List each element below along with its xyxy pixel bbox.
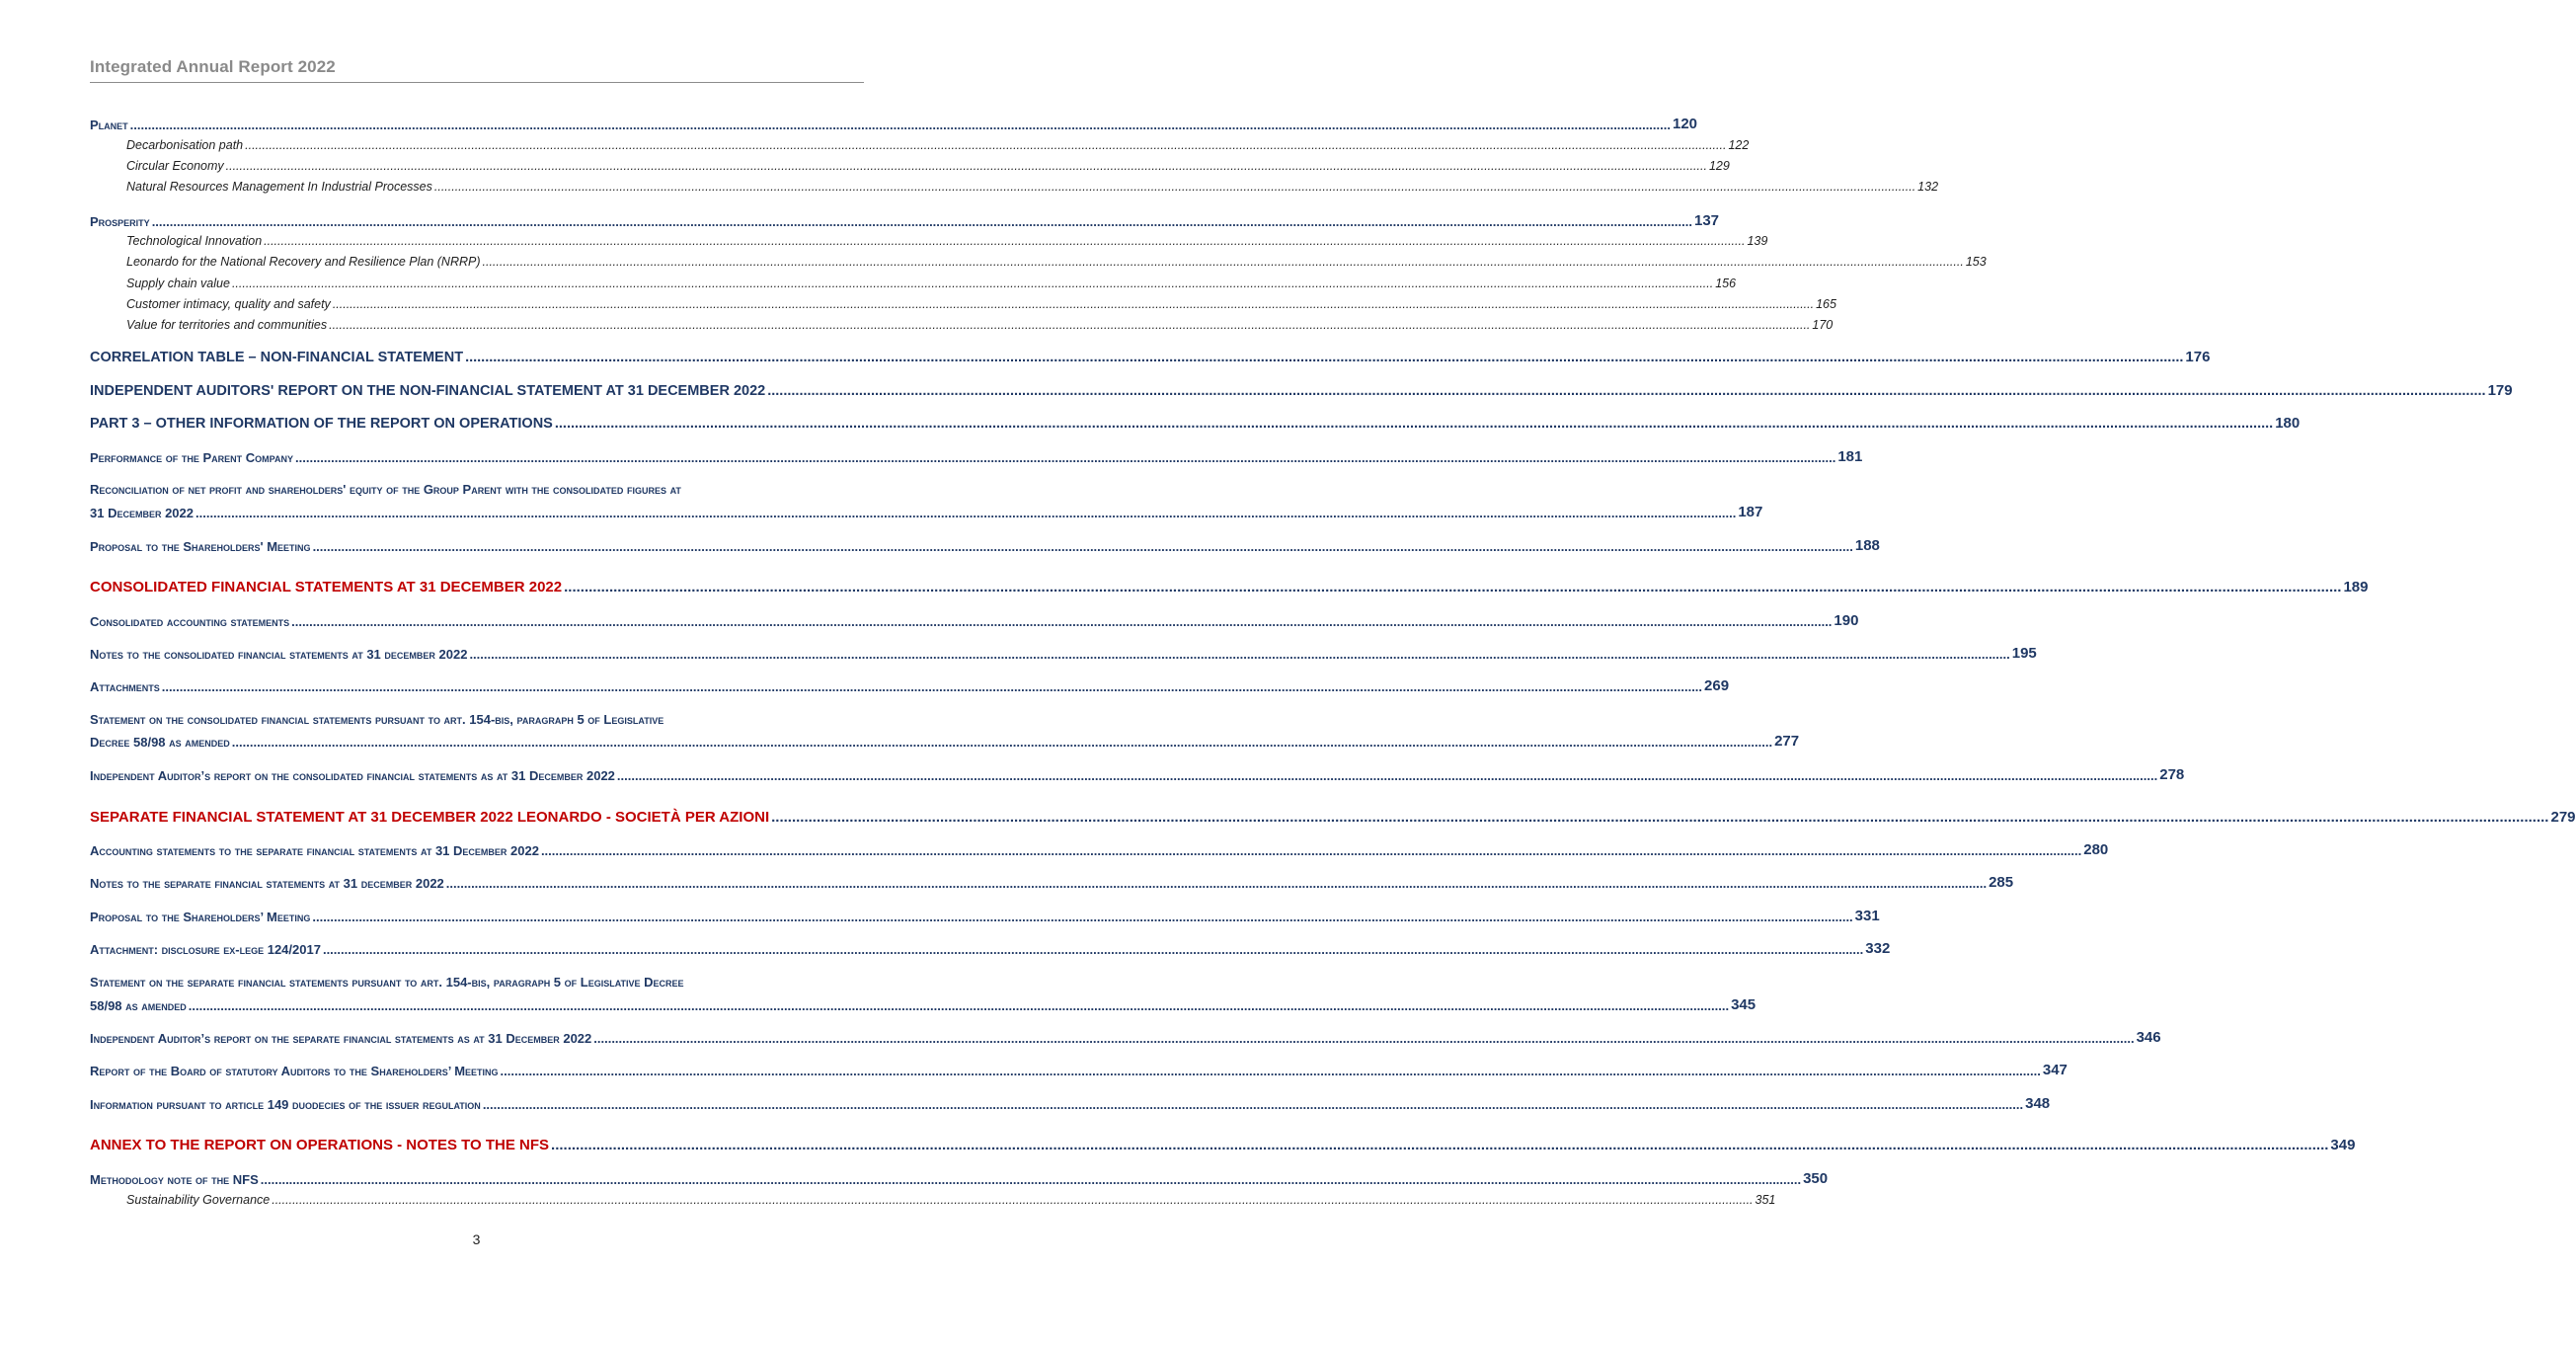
toc-page: 269 xyxy=(1704,677,1730,694)
dot-leader xyxy=(555,416,2273,432)
dot-leader xyxy=(232,735,1772,750)
dot-leader xyxy=(593,1031,2134,1046)
toc-title: Notes to the separate financial statements at 31 december 2022 xyxy=(90,876,444,891)
toc-entry-cons-accounting[interactable] xyxy=(90,612,1859,629)
toc-page: 279 xyxy=(2550,809,2576,826)
toc-title: 58/98 as amended xyxy=(90,998,187,1013)
toc-page: 195 xyxy=(2011,645,2037,662)
toc-page: 129 xyxy=(1708,159,1730,173)
dot-leader xyxy=(245,138,1726,152)
toc-page: 176 xyxy=(2185,349,2211,365)
toc-title: Attachments xyxy=(90,679,160,694)
toc-entry-methodology[interactable] xyxy=(90,1170,1829,1187)
toc-entry-customer-intimacy[interactable] xyxy=(90,297,1836,311)
report-title: Integrated Annual Report 2022 xyxy=(90,57,336,76)
toc-page: 350 xyxy=(1803,1170,1829,1187)
toc-title: CORRELATION TABLE – NON-FINANCIAL STATEMENT xyxy=(90,350,464,365)
toc-page: 188 xyxy=(1854,537,1880,554)
toc-page: 170 xyxy=(1812,318,1834,332)
dot-leader xyxy=(483,255,1964,269)
toc-title: Planet xyxy=(90,118,128,132)
toc-page: 165 xyxy=(1816,297,1836,311)
toc-page: 285 xyxy=(1989,874,2014,891)
toc-entry-sep-notes[interactable] xyxy=(90,874,2014,891)
dot-leader xyxy=(541,843,2081,858)
dot-leader xyxy=(291,614,1832,629)
toc-entry-reconciliation[interactable] xyxy=(90,504,1763,520)
toc-entry-decarbonisation[interactable] xyxy=(90,138,1750,152)
dot-leader xyxy=(195,506,1736,520)
dot-leader xyxy=(162,679,1702,694)
page-header xyxy=(90,57,864,83)
toc-entry-proposal-shareholders[interactable] xyxy=(90,537,1880,554)
dot-leader xyxy=(483,1097,2023,1112)
toc-page: 280 xyxy=(2083,841,2109,858)
toc-entry-parent-performance[interactable] xyxy=(90,448,1863,465)
dot-leader xyxy=(295,450,1835,465)
toc-entry-sustainability-governance[interactable] xyxy=(90,1193,1776,1207)
toc-entry-annex[interactable] xyxy=(90,1137,2356,1153)
toc-entry-sep-auditor[interactable] xyxy=(90,1029,2161,1046)
toc-title: Circular Economy xyxy=(126,159,224,173)
toc-entry-disclosure[interactable] xyxy=(90,940,1891,957)
toc-title: ANNEX TO THE REPORT ON OPERATIONS - NOTES TO THE NFS xyxy=(90,1137,550,1153)
toc-entry-cons-notes[interactable] xyxy=(90,645,2037,662)
dot-leader xyxy=(465,350,2183,365)
dot-leader xyxy=(469,647,2009,662)
dot-leader xyxy=(767,383,2485,399)
toc-title: Decree 58/98 as amended xyxy=(90,735,230,750)
toc-title: Independent Auditor’s report on the consolidated financial statements as at 31 December 2022 xyxy=(90,768,615,783)
toc-entry-info-149[interactable] xyxy=(90,1095,2051,1112)
toc-title: 31 December 2022 xyxy=(90,506,194,520)
toc-title: CONSOLIDATED FINANCIAL STATEMENTS AT 31 DECEMBER 2022 xyxy=(90,579,563,595)
dot-leader xyxy=(617,768,2157,783)
toc-page: 139 xyxy=(1747,234,1768,248)
toc-page: 277 xyxy=(1774,733,1800,750)
dot-leader xyxy=(771,809,2548,826)
toc-page: 348 xyxy=(2025,1095,2051,1112)
dot-leader xyxy=(434,180,1915,194)
toc-page: 345 xyxy=(1731,996,1756,1013)
toc-title: Consolidated accounting statements xyxy=(90,614,290,629)
dot-leader xyxy=(152,214,1692,229)
toc-title: SEPARATE FINANCIAL STATEMENT AT 31 DECEMBER 2022 LEONARDO - SOCIETÀ PER AZIONI xyxy=(90,809,770,826)
toc-page: 351 xyxy=(1755,1193,1776,1207)
toc-entry-separate-fs[interactable] xyxy=(90,809,2576,826)
dot-leader xyxy=(329,318,1810,332)
toc-entry-natural-resources[interactable] xyxy=(90,180,1939,194)
dot-leader xyxy=(446,876,1987,891)
toc-title: Attachment: disclosure ex-lege 124/2017 xyxy=(90,942,321,957)
toc-entry-auditors-report-nfs[interactable] xyxy=(90,382,2513,399)
dot-leader xyxy=(312,910,1852,924)
toc-title: Information pursuant to article 149 duodecies of the issuer regulation xyxy=(90,1097,481,1112)
toc-entry-cons-statement[interactable] xyxy=(90,733,1800,750)
toc-title: Technological Innovation xyxy=(126,234,263,248)
page-number: 3 xyxy=(472,1231,481,1247)
toc-title: PART 3 – OTHER INFORMATION OF THE REPORT ON OPERATIONS xyxy=(90,416,553,432)
dot-leader xyxy=(323,942,1863,957)
toc-entry-attachments[interactable] xyxy=(90,677,1730,694)
toc-title: Decarbonisation path xyxy=(126,138,244,152)
toc-title: Report of the Board of statutory Auditors to the Shareholders’ Meeting xyxy=(90,1064,499,1078)
toc-title: Independent Auditor’s report on the separate financial statements as at 31 December 2022 xyxy=(90,1031,592,1046)
toc-title: Performance of the Parent Company xyxy=(90,450,294,465)
toc-page: 153 xyxy=(1965,255,1987,269)
toc-entry-reconciliation-line1[interactable]: Reconciliation of net profit and shareholders' equity of the Group Parent with the consolidated figures at xyxy=(90,482,681,497)
toc-page: 346 xyxy=(2136,1029,2161,1046)
toc-page: 132 xyxy=(1917,180,1939,194)
toc-entry-proposal-shareholders-2[interactable] xyxy=(90,908,1880,924)
toc-entry-territories[interactable] xyxy=(90,318,1834,332)
toc-title: Prosperity xyxy=(90,214,150,229)
dot-leader xyxy=(261,1172,1801,1187)
dot-leader xyxy=(272,1193,1753,1207)
toc-title: Notes to the consolidated financial statements at 31 december 2022 xyxy=(90,647,468,662)
dot-leader xyxy=(226,159,1707,173)
toc-entry-sep-statement[interactable] xyxy=(90,996,1756,1013)
toc-title: Methodology note of the NFS xyxy=(90,1172,259,1187)
toc-entry-tech-innovation[interactable] xyxy=(90,234,1768,248)
toc-title: Customer intimacy, quality and safety xyxy=(126,297,331,311)
toc-entry-nrrp[interactable] xyxy=(90,255,1987,269)
toc-entry-sep-statement-line1[interactable]: Statement on the separate financial statements pursuant to art. 154-bis, paragraph 5 of Legislative Decree xyxy=(90,975,684,990)
toc-page: 179 xyxy=(2487,382,2513,399)
toc-entry-part3[interactable] xyxy=(90,415,2301,432)
toc-page: 189 xyxy=(2343,579,2369,595)
toc-page: 332 xyxy=(1865,940,1891,957)
toc-entry-prosperity[interactable] xyxy=(90,212,1720,229)
toc-page: 187 xyxy=(1738,504,1763,520)
toc-page: 122 xyxy=(1728,138,1750,152)
toc-entry-sep-accounting[interactable] xyxy=(90,841,2109,858)
toc-entry-board-report[interactable] xyxy=(90,1062,2068,1078)
dot-leader xyxy=(130,118,1671,132)
toc-entry-planet[interactable] xyxy=(90,116,1698,132)
toc-title: Value for territories and communities xyxy=(126,318,328,332)
toc-page: 137 xyxy=(1694,212,1720,229)
dot-leader xyxy=(501,1064,2041,1078)
toc-entry-supply-chain[interactable] xyxy=(90,277,1737,290)
dot-leader xyxy=(189,998,1729,1013)
toc-title: Leonardo for the National Recovery and Resilience Plan (NRRP) xyxy=(126,255,481,269)
toc-entry-cons-auditor[interactable] xyxy=(90,766,2185,783)
toc-title: Accounting statements to the separate financial statements at 31 December 2022 xyxy=(90,843,539,858)
toc-page: 278 xyxy=(2159,766,2185,783)
toc-page: 190 xyxy=(1834,612,1859,629)
dot-leader xyxy=(333,297,1814,311)
toc-title: INDEPENDENT AUDITORS' REPORT ON THE NON-FINANCIAL STATEMENT AT 31 DECEMBER 2022 xyxy=(90,383,766,399)
toc-page: 347 xyxy=(2042,1062,2068,1078)
toc-entry-cons-statement-line1[interactable]: Statement on the consolidated financial statements pursuant to art. 154-bis, paragraph 5 of Legislative xyxy=(90,712,664,727)
dot-leader xyxy=(232,277,1713,290)
toc-title: Natural Resources Management In Industrial Processes xyxy=(126,180,432,194)
toc-entry-circular-economy[interactable] xyxy=(90,159,1730,173)
toc-title: Proposal to the Shareholders' Meeting xyxy=(90,539,311,554)
toc-page: 156 xyxy=(1715,277,1737,290)
toc-page: 349 xyxy=(2330,1137,2356,1153)
toc-entry-consolidated-fs[interactable] xyxy=(90,579,2369,595)
dot-leader xyxy=(313,539,1853,554)
dot-leader xyxy=(551,1137,2328,1153)
toc-page: 331 xyxy=(1854,908,1880,924)
toc-page: 181 xyxy=(1837,448,1863,465)
toc-title: Proposal to the Shareholders’ Meeting xyxy=(90,910,311,924)
dot-leader xyxy=(264,234,1745,248)
toc-page: 120 xyxy=(1672,116,1698,132)
toc-title: Supply chain value xyxy=(126,277,230,290)
dot-leader xyxy=(564,579,2341,595)
toc-entry-correlation-table[interactable] xyxy=(90,349,2211,365)
toc-page: 180 xyxy=(2275,415,2301,432)
toc-title: Sustainability Governance xyxy=(126,1193,271,1207)
